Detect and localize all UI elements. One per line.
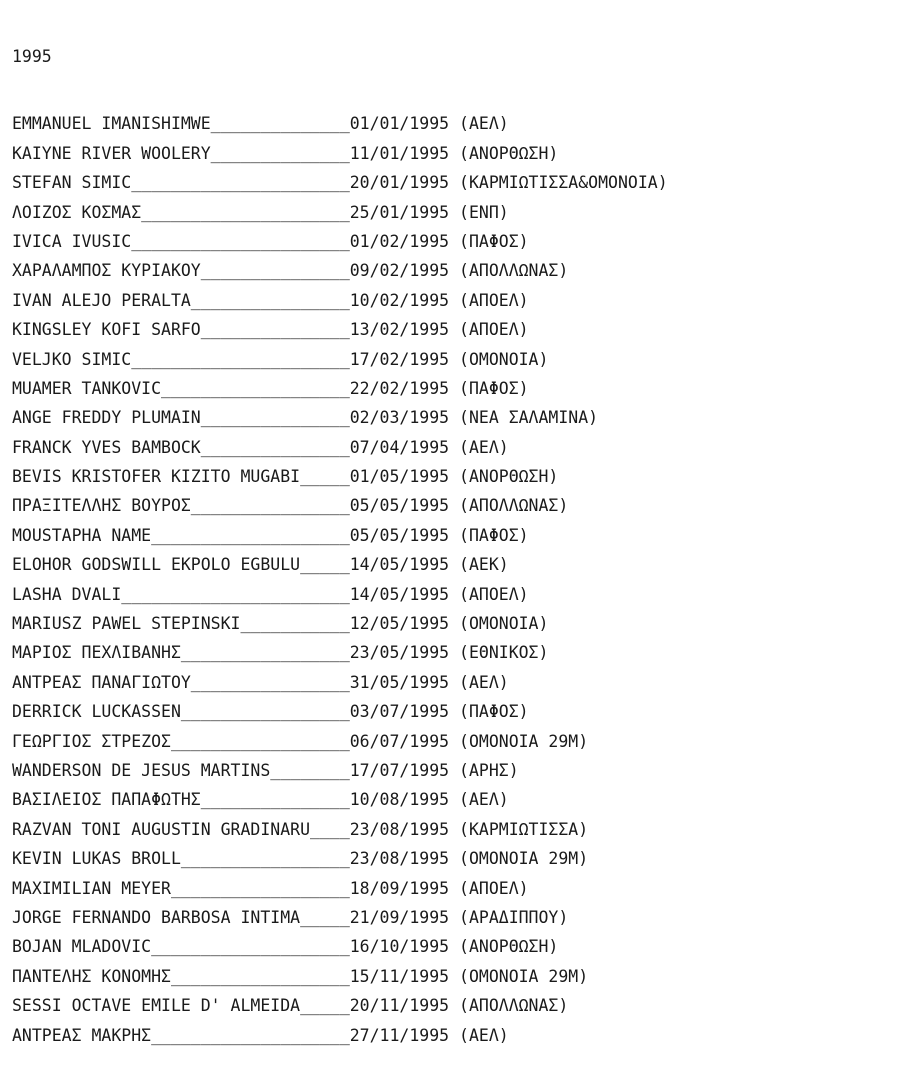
player-row: ΒΑΣΙΛΕΙΟΣ ΠΑΠΑΦΩΤΗΣ_______________10/08/1995 (ΑΕΛ) <box>12 790 509 810</box>
player-row: WANDERSON DE JESUS MARTINS________17/07/1995 (ΑΡΗΣ) <box>12 760 519 780</box>
player-row: ELOHOR GODSWILL EKPOLO EGBULU_____14/05/1995 (ΑΕΚ) <box>12 555 509 575</box>
player-row: ΑΝΤΡΕΑΣ ΜΑΚΡΗΣ____________________27/11/1995 (ΑΕΛ) <box>12 1025 509 1045</box>
player-row: ΧΑΡΑΛΑΜΠΟΣ ΚΥΡΙΑΚΟΥ_______________09/02/1995 (ΑΠΟΛΛΩΝΑΣ) <box>12 261 569 281</box>
player-row: KEVIN LUKAS BROLL_________________23/08/1995 (ΟΜΟΝΟΙΑ 29Μ) <box>12 849 589 869</box>
player-row: DERRICK LUCKASSEN_________________03/07/1995 (ΠΑΦΟΣ) <box>12 702 529 722</box>
player-row: MAXIMILIAN MEYER__________________18/09/1995 (ΑΠΟΕΛ) <box>12 878 529 898</box>
player-row: KINGSLEY KOFI SARFO_______________13/02/1995 (ΑΠΟΕΛ) <box>12 320 529 340</box>
player-row: IVAN ALEJO PERALTA________________10/02/1995 (ΑΠΟΕΛ) <box>12 290 529 310</box>
player-row: MARIUSZ PAWEL STEPINSKI___________12/05/1995 (ΟΜΟΝΟΙΑ) <box>12 614 549 634</box>
player-row: ΠΑΝΤΕΛΗΣ ΚΟΝΟΜΗΣ__________________15/11/1995 (ΟΜΟΝΟΙΑ 29Μ) <box>12 966 589 986</box>
player-row: ΓΕΩΡΓΙΟΣ ΣΤΡΕΖΟΣ__________________06/07/1995 (ΟΜΟΝΟΙΑ 29Μ) <box>12 731 589 751</box>
player-row: ΛΟΙΖΟΣ ΚΟΣΜΑΣ_____________________25/01/1995 (ΕΝΠ) <box>12 202 509 222</box>
player-row: LASHA DVALI_______________________14/05/1995 (ΑΠΟΕΛ) <box>12 584 529 604</box>
player-row: BEVIS KRISTOFER KIZITO MUGABI_____01/05/1995 (ΑΝΟΡΘΩΣΗ) <box>12 467 559 487</box>
player-list <box>12 109 900 1050</box>
player-row: VELJKO SIMIC______________________17/02/1995 (ΟΜΟΝΟΙΑ) <box>12 349 549 369</box>
player-row: ANGE FREDDY PLUMAIN_______________02/03/1995 (ΝΕΑ ΣΑΛΑΜΙΝΑ) <box>12 408 599 428</box>
player-row: KAIYNE RIVER WOOLERY______________11/01/1995 (ΑΝΟΡΘΩΣΗ) <box>12 143 559 163</box>
player-row: RAZVAN TONI AUGUSTIN GRADINARU____23/08/1995 (ΚΑΡΜΙΩΤΙΣΣΑ) <box>12 819 589 839</box>
player-row: SESSI OCTAVE EMILE D' ALMEIDA_____20/11/1995 (ΑΠΟΛΛΩΝΑΣ) <box>12 996 569 1016</box>
player-row: EMMANUEL IMANISHIMWE______________01/01/1995 (ΑΕΛ) <box>12 114 509 134</box>
player-row: ΜΑΡΙΟΣ ΠΕΧΛΙΒΑΝΗΣ_________________23/05/1995 (ΕΘΝΙΚΟΣ) <box>12 643 549 663</box>
player-row: JORGE FERNANDO BARBOSA INTIMA_____21/09/1995 (ΑΡΑΔΙΠΠΟΥ) <box>12 907 569 927</box>
player-row: ΠΡΑΞΙΤΕΛΛΗΣ ΒΟΥΡΟΣ________________05/05/1995 (ΑΠΟΛΛΩΝΑΣ) <box>12 496 569 516</box>
player-row: FRANCK YVES BAMBOCK_______________07/04/1995 (ΑΕΛ) <box>12 437 509 457</box>
year-heading: 1995 <box>12 47 52 66</box>
player-row: MOUSTAPHA NAME____________________05/05/1995 (ΠΑΦΟΣ) <box>12 525 529 545</box>
player-row: IVICA IVUSIC______________________01/02/1995 (ΠΑΦΟΣ) <box>12 231 529 251</box>
player-row: STEFAN SIMIC______________________20/01/1995 (ΚΑΡΜΙΩΤΙΣΣΑ&ΟΜΟΝΟΙΑ) <box>12 173 668 193</box>
player-row: ΑΝΤΡΕΑΣ ΠΑΝΑΓΙΩΤΟΥ________________31/05/1995 (ΑΕΛ) <box>12 672 509 692</box>
player-row: MUAMER TANKOVIC___________________22/02/1995 (ΠΑΦΟΣ) <box>12 378 529 398</box>
player-row: BOJAN MLADOVIC____________________16/10/1995 (ΑΝΟΡΘΩΣΗ) <box>12 937 559 957</box>
